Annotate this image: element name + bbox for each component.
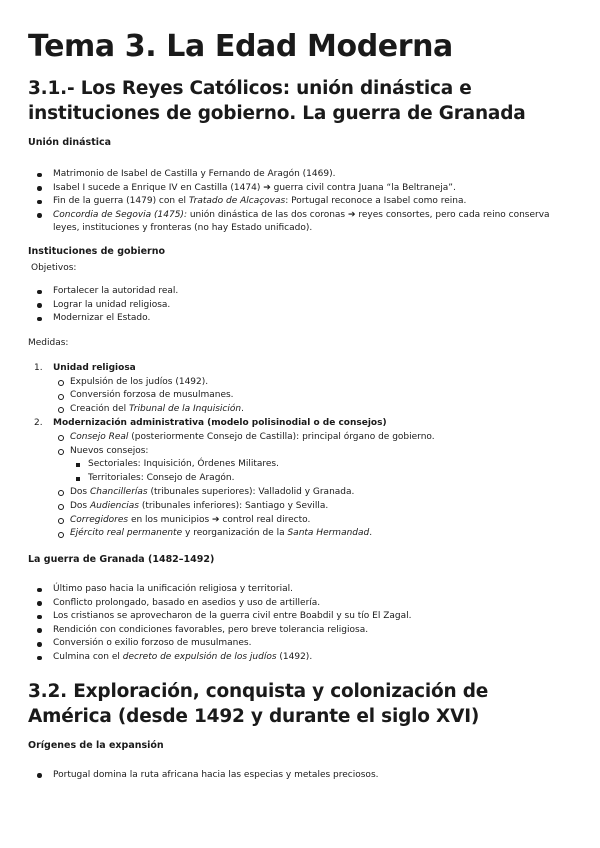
subheading-origenes: Orígenes de la expansión xyxy=(28,739,164,751)
list-item: Portugal domina la ruta africana hacia las especias y metales preciosos. xyxy=(28,769,576,783)
list-item: Ejército real permanente y reorganización de la Santa Hermandad. xyxy=(28,527,576,541)
sublist xyxy=(53,376,576,417)
list-item: Conversión forzosa de musulmanes. xyxy=(28,389,576,403)
list-item: Consejo Real (posteriormente Consejo de Castilla): principal órgano de gobierno. xyxy=(28,431,576,445)
medidas-list xyxy=(28,362,576,541)
medida-modernizacion: 2. Modernización administrativa (modelo polisinodial o de consejos) Consejo Real (posteriormente Consejo de Castilla): principal órgano de gobierno. Nuevos consejos: Sectoriales: Inquisición, Órdenes Militares. Territoriales: Consejo de Aragón. Dos Chancillerías (tribunales superiores): Valladolid y Granada. Dos Audiencias (tribunales inferiores): Santiago y Sevilla. Corregidores en los municipios ➔ control real directo. Ejército real permanente y reorganización de la Santa Hermandad. xyxy=(28,417,576,541)
list-item: Los cristianos se aprovecharon de la guerra civil entre Boabdil y su tío El Zagal. xyxy=(28,610,576,624)
list-item: Nuevos consejos: Sectoriales: Inquisición, Órdenes Militares. Territoriales: Consejo de Aragón. xyxy=(28,445,576,486)
list-item: Conversión o exilio forzoso de musulmanes. xyxy=(28,637,576,651)
subheading-instituciones: Instituciones de gobierno xyxy=(28,245,165,257)
list-item: Fortalecer la autoridad real. xyxy=(28,285,576,299)
list-item: Isabel I sucede a Enrique IV en Castilla (1474) ➔ guerra civil contra Juana “la Beltraneja”. xyxy=(28,182,576,196)
sublist xyxy=(53,431,576,541)
list-item: Corregidores en los municipios ➔ control real directo. xyxy=(28,514,576,528)
granada-list xyxy=(28,583,576,665)
list-item: Lograr la unidad religiosa. xyxy=(28,299,576,313)
list-item: Dos Chancillerías (tribunales superiores): Valladolid y Granada. xyxy=(28,486,576,500)
list-item: Fin de la guerra (1479) con el Tratado de Alcaçovas: Portugal reconoce a Isabel como reina. xyxy=(28,195,576,209)
subheading-guerra-granada: La guerra de Granada (1482–1492) xyxy=(28,554,215,566)
list-item: Territoriales: Consejo de Aragón. xyxy=(28,472,576,486)
list-item: Modernizar el Estado. xyxy=(28,312,576,326)
list-item: Culmina con el decreto de expulsión de los judíos (1492). xyxy=(28,651,576,665)
list-item: Expulsión de los judíos (1492). xyxy=(28,376,576,390)
subheading-union-dinastica: Unión dinástica xyxy=(28,137,112,148)
objetivos-list xyxy=(28,285,576,326)
list-item: Conflicto prolongado, basado en asedios y uso de artillería. xyxy=(28,597,576,611)
section-heading-3-1: 3.1.- Los Reyes Católicos: unión dinástica e instituciones de gobierno. La guerra de Granada xyxy=(28,78,526,124)
list-item: Creación del Tribunal de la Inquisición. xyxy=(28,403,576,417)
list-item: Matrimonio de Isabel de Castilla y Fernando de Aragón (1469). xyxy=(28,168,576,182)
list-item: Dos Audiencias (tribunales inferiores): Santiago y Sevilla. xyxy=(28,500,576,514)
objetivos-label: Objetivos: xyxy=(31,262,77,273)
list-item: Último paso hacia la unificación religiosa y territorial. xyxy=(28,583,576,597)
medida-unidad-religiosa: 1. Unidad religiosa Expulsión de los judíos (1492). Conversión forzosa de musulmanes. Creación del Tribunal de la Inquisición. xyxy=(28,362,576,417)
document-page xyxy=(28,28,576,782)
page-title: Tema 3. La Edad Moderna xyxy=(28,29,453,64)
section-heading-3-2: 3.2. Exploración, conquista y colonización de América (desde 1492 y durante el siglo XVI) xyxy=(28,680,489,727)
sub-sublist xyxy=(70,458,576,486)
medidas-label: Medidas: xyxy=(28,337,69,348)
origenes-list xyxy=(28,769,576,783)
list-item: Rendición con condiciones favorables, pero breve tolerancia religiosa. xyxy=(28,624,576,638)
union-list xyxy=(28,168,576,236)
list-item: Sectoriales: Inquisición, Órdenes Militares. xyxy=(28,458,576,472)
list-item: Concordia de Segovia (1475): unión dinástica de las dos coronas ➔ reyes consortes, pero cada reino conserva leyes, instituciones y fronteras (no hay Estado unificado). xyxy=(28,209,576,236)
